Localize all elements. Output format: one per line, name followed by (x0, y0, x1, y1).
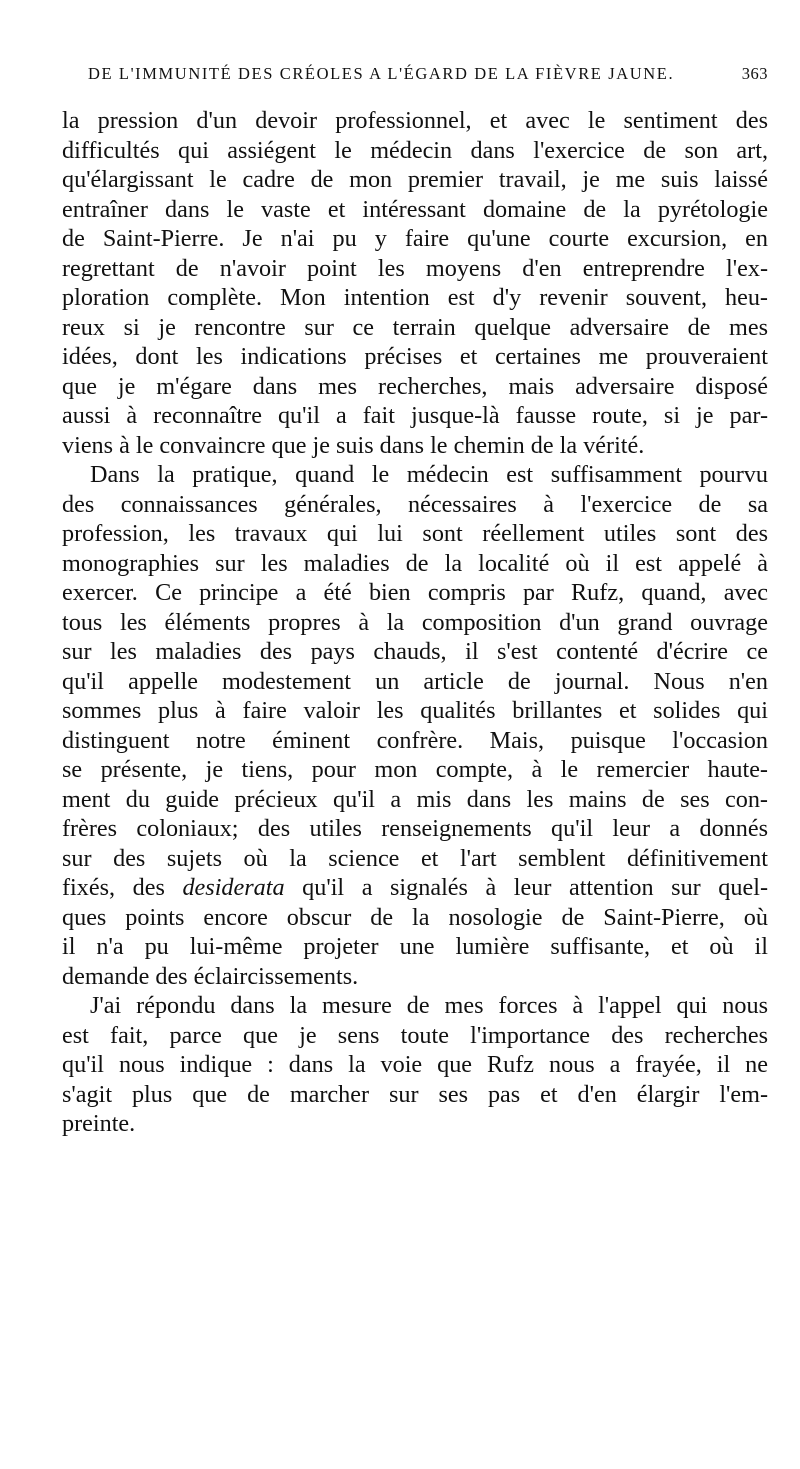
text-line: frères coloniaux; des utiles renseignements qu'il leur a donnés (62, 815, 768, 842)
text-line: distinguent notre éminent confrère. Mais, puisque l'occasion (62, 726, 768, 754)
text-line: qu'il nous indique : dans la voie que Rufz nous a frayée, il ne (62, 1051, 768, 1078)
paragraph-3 (62, 991, 768, 1139)
text-line: qu'il appelle modestement un article de journal. Nous n'en (62, 667, 768, 695)
text-line: reux si je rencontre sur ce terrain quelque adversaire de mes (62, 313, 768, 341)
text-line: il n'a pu lui-même projeter une lumière suffisante, et où il (62, 933, 768, 960)
text-line: ment du guide précieux qu'il a mis dans les mains de ses con- (62, 785, 768, 813)
text-line: qu'élargissant le cadre de mon premier travail, je me suis laissé (62, 166, 768, 193)
text-line: entraîner dans le vaste et intéressant domaine de la pyrétologie (62, 195, 768, 223)
text-line: J'ai répondu dans la mesure de mes forces à l'appel qui nous (90, 992, 768, 1019)
text-line: regrettant de n'avoir point les moyens d'en entreprendre l'ex- (62, 254, 768, 282)
paragraph-1 (62, 106, 768, 460)
text-fragment: qu'il a signalés à leur attention sur quel- (302, 874, 768, 901)
text-line: sur les maladies des pays chauds, il s'est contenté d'écrire ce (62, 638, 768, 665)
book-page (62, 64, 768, 1139)
text-line: demande des éclaircissements. (62, 962, 359, 990)
text-line: difficultés qui assiégent le médecin dans l'exercice de son art, (62, 136, 768, 164)
paragraph-2 (62, 460, 768, 991)
text-line: de Saint-Pierre. Je n'ai pu y faire qu'une courte excursion, en (62, 225, 768, 252)
text-line: se présente, je tiens, pour mon compte, à le remercier haute- (62, 756, 768, 783)
text-line: monographies sur les maladies de la localité où il est appelé à (62, 549, 768, 577)
running-head (62, 64, 768, 106)
running-title: DE L'IMMUNITÉ DES CRÉOLES A L'ÉGARD DE LA FIÈVRE JAUNE. (88, 64, 675, 83)
text-line: que je m'égare dans mes recherches, mais adversaire disposé (62, 372, 768, 400)
text-line: la pression d'un devoir professionnel, et avec le sentiment des (62, 107, 768, 134)
text-line-with-italic (62, 873, 768, 903)
text-line: preinte. (62, 1110, 136, 1137)
text-line: exercer. Ce principe a été bien compris par Rufz, quand, avec (62, 579, 768, 606)
text-line: sur des sujets où la science et l'art semblent définitivement (62, 844, 768, 872)
text-line: aussi à reconnaître qu'il a fait jusque-là fausse route, si je par- (62, 402, 768, 429)
text-line: s'agit plus que de marcher sur ses pas et d'en élargir l'em- (62, 1080, 768, 1108)
text-line: Dans la pratique, quand le médecin est suffisamment pourvu (90, 461, 768, 488)
body-text (62, 106, 768, 1139)
text-line: profession, les travaux qui lui sont réellement utiles sont des (62, 520, 768, 547)
text-line: ques points encore obscur de la nosologie de Saint-Pierre, où (62, 903, 768, 931)
text-line: des connaissances générales, nécessaires à l'exercice de sa (62, 490, 768, 518)
text-line: tous les éléments propres à la composition d'un grand ouvrage (62, 608, 768, 636)
text-fragment: fixés, des (62, 874, 165, 901)
page-number: 363 (741, 64, 768, 83)
text-line: idées, dont les indications précises et certaines me prouveraient (62, 343, 768, 370)
text-line: viens à le convaincre que je suis dans le chemin de la vérité. (62, 431, 645, 459)
text-line: ploration complète. Mon intention est d'y revenir souvent, heu- (62, 284, 768, 311)
text-line: est fait, parce que je sens toute l'importance des recherches (62, 1021, 768, 1049)
italic-term: desiderata (182, 874, 285, 901)
text-line: sommes plus à faire valoir les qualités brillantes et solides qui (62, 697, 768, 724)
